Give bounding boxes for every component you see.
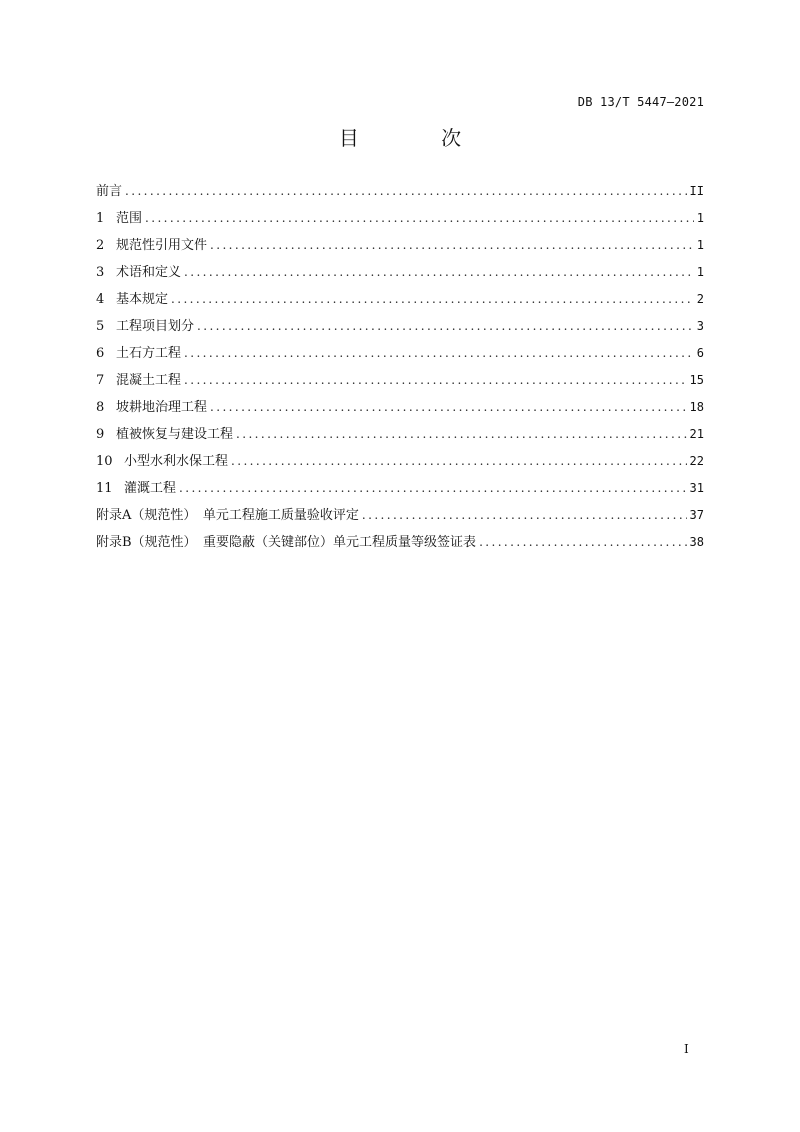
- toc-entry-appendix-b[interactable]: [96, 529, 704, 556]
- toc-entry-page: 15: [689, 373, 704, 387]
- toc-entry-page: II: [689, 184, 704, 198]
- toc-entry-page: 18: [689, 400, 704, 414]
- toc-entry-6[interactable]: [96, 340, 704, 367]
- toc-entry-10[interactable]: [96, 448, 704, 475]
- toc-leader-dots: [145, 205, 694, 232]
- toc-entry-page: 1: [696, 211, 704, 225]
- toc-entry-page: 3: [696, 319, 704, 333]
- toc-entry-page: 2: [696, 292, 704, 306]
- toc-entry-number: 6: [96, 346, 105, 361]
- toc-entry-text: 灌溉工程: [124, 481, 177, 496]
- toc-leader-dots: [210, 232, 694, 259]
- toc-leader-dots: [197, 313, 694, 340]
- toc-leader-dots: [362, 502, 687, 529]
- toc-entry-9[interactable]: [96, 421, 704, 448]
- toc-entry-page: 1: [696, 238, 704, 252]
- toc-entry-page: 38: [689, 535, 704, 549]
- toc-entry-text: 混凝土工程: [116, 373, 182, 388]
- toc-entry-page: 21: [689, 427, 704, 441]
- toc-entry-text: 小型水利水保工程: [124, 454, 229, 469]
- toc-entry-1[interactable]: [96, 205, 704, 232]
- toc-entry-7[interactable]: [96, 367, 704, 394]
- toc-entry-text: 前言: [96, 184, 123, 199]
- toc-entry-number: 9: [96, 427, 105, 442]
- toc-leader-dots: [184, 259, 694, 286]
- toc-leader-dots: [479, 529, 686, 556]
- toc-leader-dots: [171, 286, 694, 313]
- document-code: DB 13/T 5447—2021: [577, 95, 704, 109]
- toc-leader-dots: [236, 421, 687, 448]
- toc-entry-number: 7: [96, 373, 105, 388]
- toc-entry-number: 2: [96, 238, 105, 253]
- toc-entry-page: 6: [696, 346, 704, 360]
- toc-entry-3[interactable]: [96, 259, 704, 286]
- toc-entry-number: 11: [96, 481, 113, 496]
- toc-leader-dots: [179, 475, 687, 502]
- toc-entry-text: 附录B（规范性） 重要隐蔽（关键部位）单元工程质量等级签证表: [96, 535, 477, 550]
- toc-entry-text: 范围: [116, 211, 143, 226]
- toc-entry-11[interactable]: [96, 475, 704, 502]
- toc-entry-text: 基本规定: [116, 292, 169, 307]
- toc-entry-page: 22: [689, 454, 704, 468]
- toc-entry-text: 坡耕地治理工程: [116, 400, 208, 415]
- page-number: I: [684, 1042, 689, 1056]
- toc-entry-text: 术语和定义: [116, 265, 182, 280]
- toc-entry-page: 31: [689, 481, 704, 495]
- toc-title: 目 次: [338, 126, 500, 150]
- toc-entry-text: 附录A（规范性） 单元工程施工质量验收评定: [96, 508, 359, 523]
- toc-leader-dots: [231, 448, 687, 475]
- toc-list: [96, 178, 704, 556]
- toc-entry-number: 3: [96, 265, 105, 280]
- toc-entry-number: 8: [96, 400, 105, 415]
- toc-entry-number: 10: [96, 454, 113, 469]
- toc-entry-text: 工程项目划分: [116, 319, 195, 334]
- toc-entry-2[interactable]: [96, 232, 704, 259]
- toc-entry-foreword[interactable]: [96, 178, 704, 205]
- toc-entry-number: 1: [96, 211, 105, 226]
- toc-entry-text: 植被恢复与建设工程: [116, 427, 234, 442]
- toc-leader-dots: [125, 178, 687, 205]
- toc-leader-dots: [184, 367, 687, 394]
- toc-entry-5[interactable]: [96, 313, 704, 340]
- toc-entry-text: 土石方工程: [116, 346, 182, 361]
- toc-entry-appendix-a[interactable]: [96, 502, 704, 529]
- toc-entry-number: 5: [96, 319, 105, 334]
- toc-entry-page: 1: [696, 265, 704, 279]
- toc-entry-4[interactable]: [96, 286, 704, 313]
- toc-entry-page: 37: [689, 508, 704, 522]
- toc-entry-text: 规范性引用文件: [116, 238, 208, 253]
- toc-leader-dots: [210, 394, 687, 421]
- toc-entry-8[interactable]: [96, 394, 704, 421]
- toc-leader-dots: [184, 340, 694, 367]
- toc-entry-number: 4: [96, 292, 105, 307]
